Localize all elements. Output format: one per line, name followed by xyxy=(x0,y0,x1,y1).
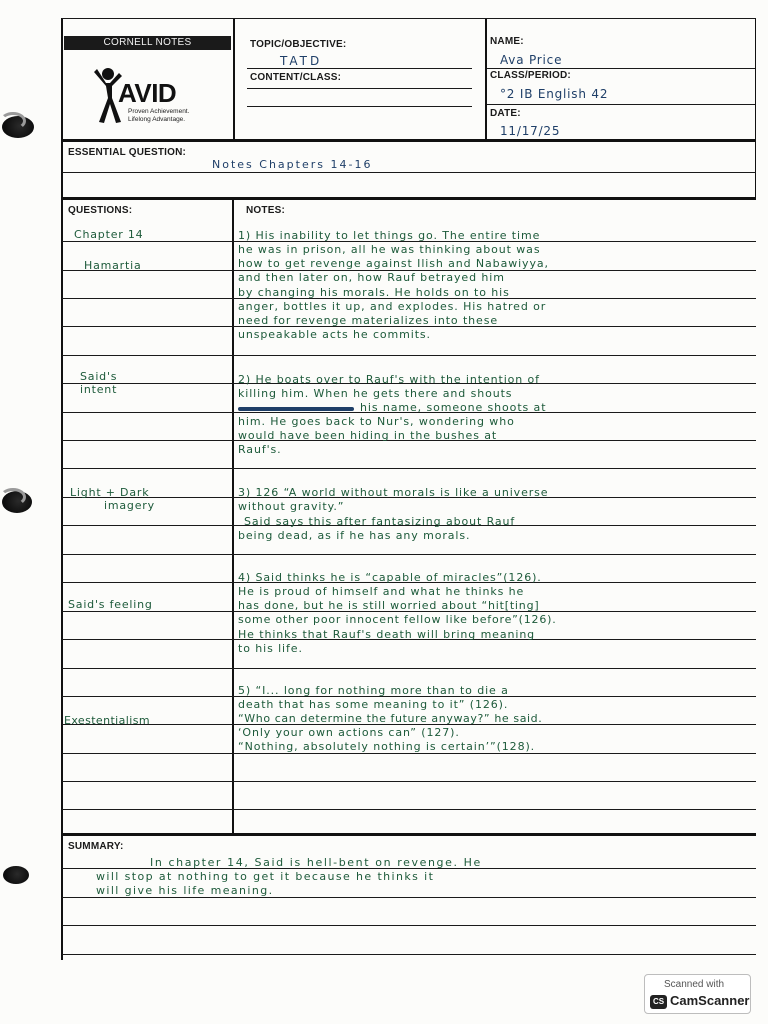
binder-ring-middle xyxy=(0,488,26,506)
summary-rule xyxy=(62,954,756,955)
content-rule-2 xyxy=(247,106,472,107)
avid-tagline-2: Lifelong Advantage. xyxy=(128,116,186,123)
header-bottom-rule xyxy=(62,139,756,142)
cornell-notes-banner: CORNELL NOTES xyxy=(64,36,231,50)
note-1-line: he was in prison, all he was thinking about was xyxy=(238,243,541,256)
topic-label: TOPIC/OBJECTIVE: xyxy=(250,39,347,50)
question-cue: Light + Dark xyxy=(70,486,150,499)
camscanner-badge xyxy=(644,974,751,1014)
note-1-line: by changing his morals. He holds on to his xyxy=(238,286,510,299)
summary-top-rule xyxy=(62,833,756,836)
class-rule xyxy=(487,104,755,105)
date-value: 11/17/25 xyxy=(500,124,561,138)
note-1-line: unspeakable acts he commits. xyxy=(238,328,431,341)
note-1-line: need for revenge materializes into these xyxy=(238,314,499,327)
question-cue: Chapter 14 xyxy=(74,228,144,241)
note-5-line: death that has some meaning to it” (126). xyxy=(238,698,509,711)
question-cue: imagery xyxy=(104,499,155,512)
notes-column-label: NOTES: xyxy=(246,205,285,216)
class-label: CLASS/PERIOD: xyxy=(490,70,571,81)
camscanner-logo-icon: CS xyxy=(650,995,667,1009)
note-4-line: has done, but he is still worried about “hit[ting] xyxy=(238,599,540,612)
note-1-line: 1) His inability to let things go. The entire time xyxy=(238,229,541,242)
scribbled-out-word xyxy=(238,407,354,411)
note-rule xyxy=(62,753,756,754)
class-value: °2 IB English 42 xyxy=(500,87,609,101)
camscanner-name: CamScanner xyxy=(670,993,750,1008)
date-label: DATE: xyxy=(490,108,521,119)
summary-rule xyxy=(62,925,756,926)
right-border xyxy=(755,18,756,198)
avid-wordmark: AVID xyxy=(118,78,177,108)
note-rule xyxy=(62,355,756,356)
note-2-line: Rauf's. xyxy=(238,443,282,456)
summary-line: will give his life meaning. xyxy=(96,884,274,897)
note-2-line: killing him. When he gets there and shouts xyxy=(238,387,513,400)
left-border xyxy=(61,18,63,960)
note-5-line: “Nothing, absolutely nothing is certain’”(128). xyxy=(238,740,536,753)
summary-line: will stop at nothing to get it because he thinks it xyxy=(96,870,435,883)
questions-column-label: QUESTIONS: xyxy=(68,205,133,216)
binder-ring-top xyxy=(0,112,26,130)
note-rule xyxy=(62,668,756,669)
header-top-rule xyxy=(62,18,756,19)
note-rule xyxy=(62,781,756,782)
note-4-line: to his life. xyxy=(238,642,303,655)
note-5-line: 5) “I... long for nothing more than to die a xyxy=(238,684,509,697)
note-5-line: “Who can determine the future anyway?” he said. xyxy=(238,712,543,725)
topic-value: TATD xyxy=(280,54,323,68)
question-cue: intent xyxy=(80,383,118,396)
question-cue: Said's xyxy=(80,370,118,383)
question-cue: Said's feeling xyxy=(68,598,153,611)
note-3-line: Said says this after fantasizing about Rauf xyxy=(244,515,516,528)
header-divider-1 xyxy=(233,18,235,140)
name-value: Ava Price xyxy=(500,53,563,67)
note-rule xyxy=(62,809,756,810)
note-2-line: would have been hiding in the bushes at xyxy=(238,429,498,442)
note-3-line: 3) 126 “A world without morals is like a universe xyxy=(238,486,549,499)
binder-hole-bottom xyxy=(3,866,29,884)
essential-question-label: ESSENTIAL QUESTION: xyxy=(68,147,187,158)
note-2-line: him. He goes back to Nur's, wondering who xyxy=(238,415,515,428)
summary-line: In chapter 14, Said is hell-bent on revenge. He xyxy=(150,856,482,869)
note-4-line: He is proud of himself and what he thinks he xyxy=(238,585,525,598)
topic-rule xyxy=(247,68,472,69)
question-cue: Hamartia xyxy=(84,259,142,272)
question-cue: Exestentialism xyxy=(64,714,150,727)
content-label: CONTENT/CLASS: xyxy=(250,72,342,83)
name-rule xyxy=(487,68,755,69)
questions-notes-divider xyxy=(232,198,234,834)
note-4-line: 4) Said thinks he is “capable of miracles”(126). xyxy=(238,571,542,584)
essential-bottom-rule xyxy=(62,197,756,200)
note-2-line: 2) He boats over to Rauf's with the intention of xyxy=(238,373,540,386)
avid-tagline-1: Proven Achievement. xyxy=(128,108,190,115)
note-rule xyxy=(62,554,756,555)
note-3-line: being dead, as if he has any morals. xyxy=(238,529,471,542)
note-4-line: some other poor innocent fellow like before”(126). xyxy=(238,613,557,626)
header-divider-2 xyxy=(485,18,487,140)
essential-question-value: Notes Chapters 14-16 xyxy=(212,158,373,171)
note-2-line: his name, someone shoots at xyxy=(360,401,547,414)
content-rule-1 xyxy=(247,88,472,89)
note-rule xyxy=(62,468,756,469)
note-1-line: and then later on, how Rauf betrayed him xyxy=(238,271,505,284)
summary-label: SUMMARY: xyxy=(68,841,124,852)
note-1-line: how to get revenge against Ilish and Nabawiyya, xyxy=(238,257,549,270)
note-4-line: He thinks that Rauf's death will bring meaning xyxy=(238,628,536,641)
name-label: NAME: xyxy=(490,36,524,47)
camscanner-caption: Scanned with xyxy=(664,979,725,990)
note-5-line: ‘Only your own actions can” (127). xyxy=(238,726,460,739)
essential-rule-1 xyxy=(62,172,756,173)
note-1-line: anger, bottles it up, and explodes. His hatred or xyxy=(238,300,547,313)
note-3-line: without gravity.” xyxy=(238,500,345,513)
summary-rule xyxy=(62,897,756,898)
